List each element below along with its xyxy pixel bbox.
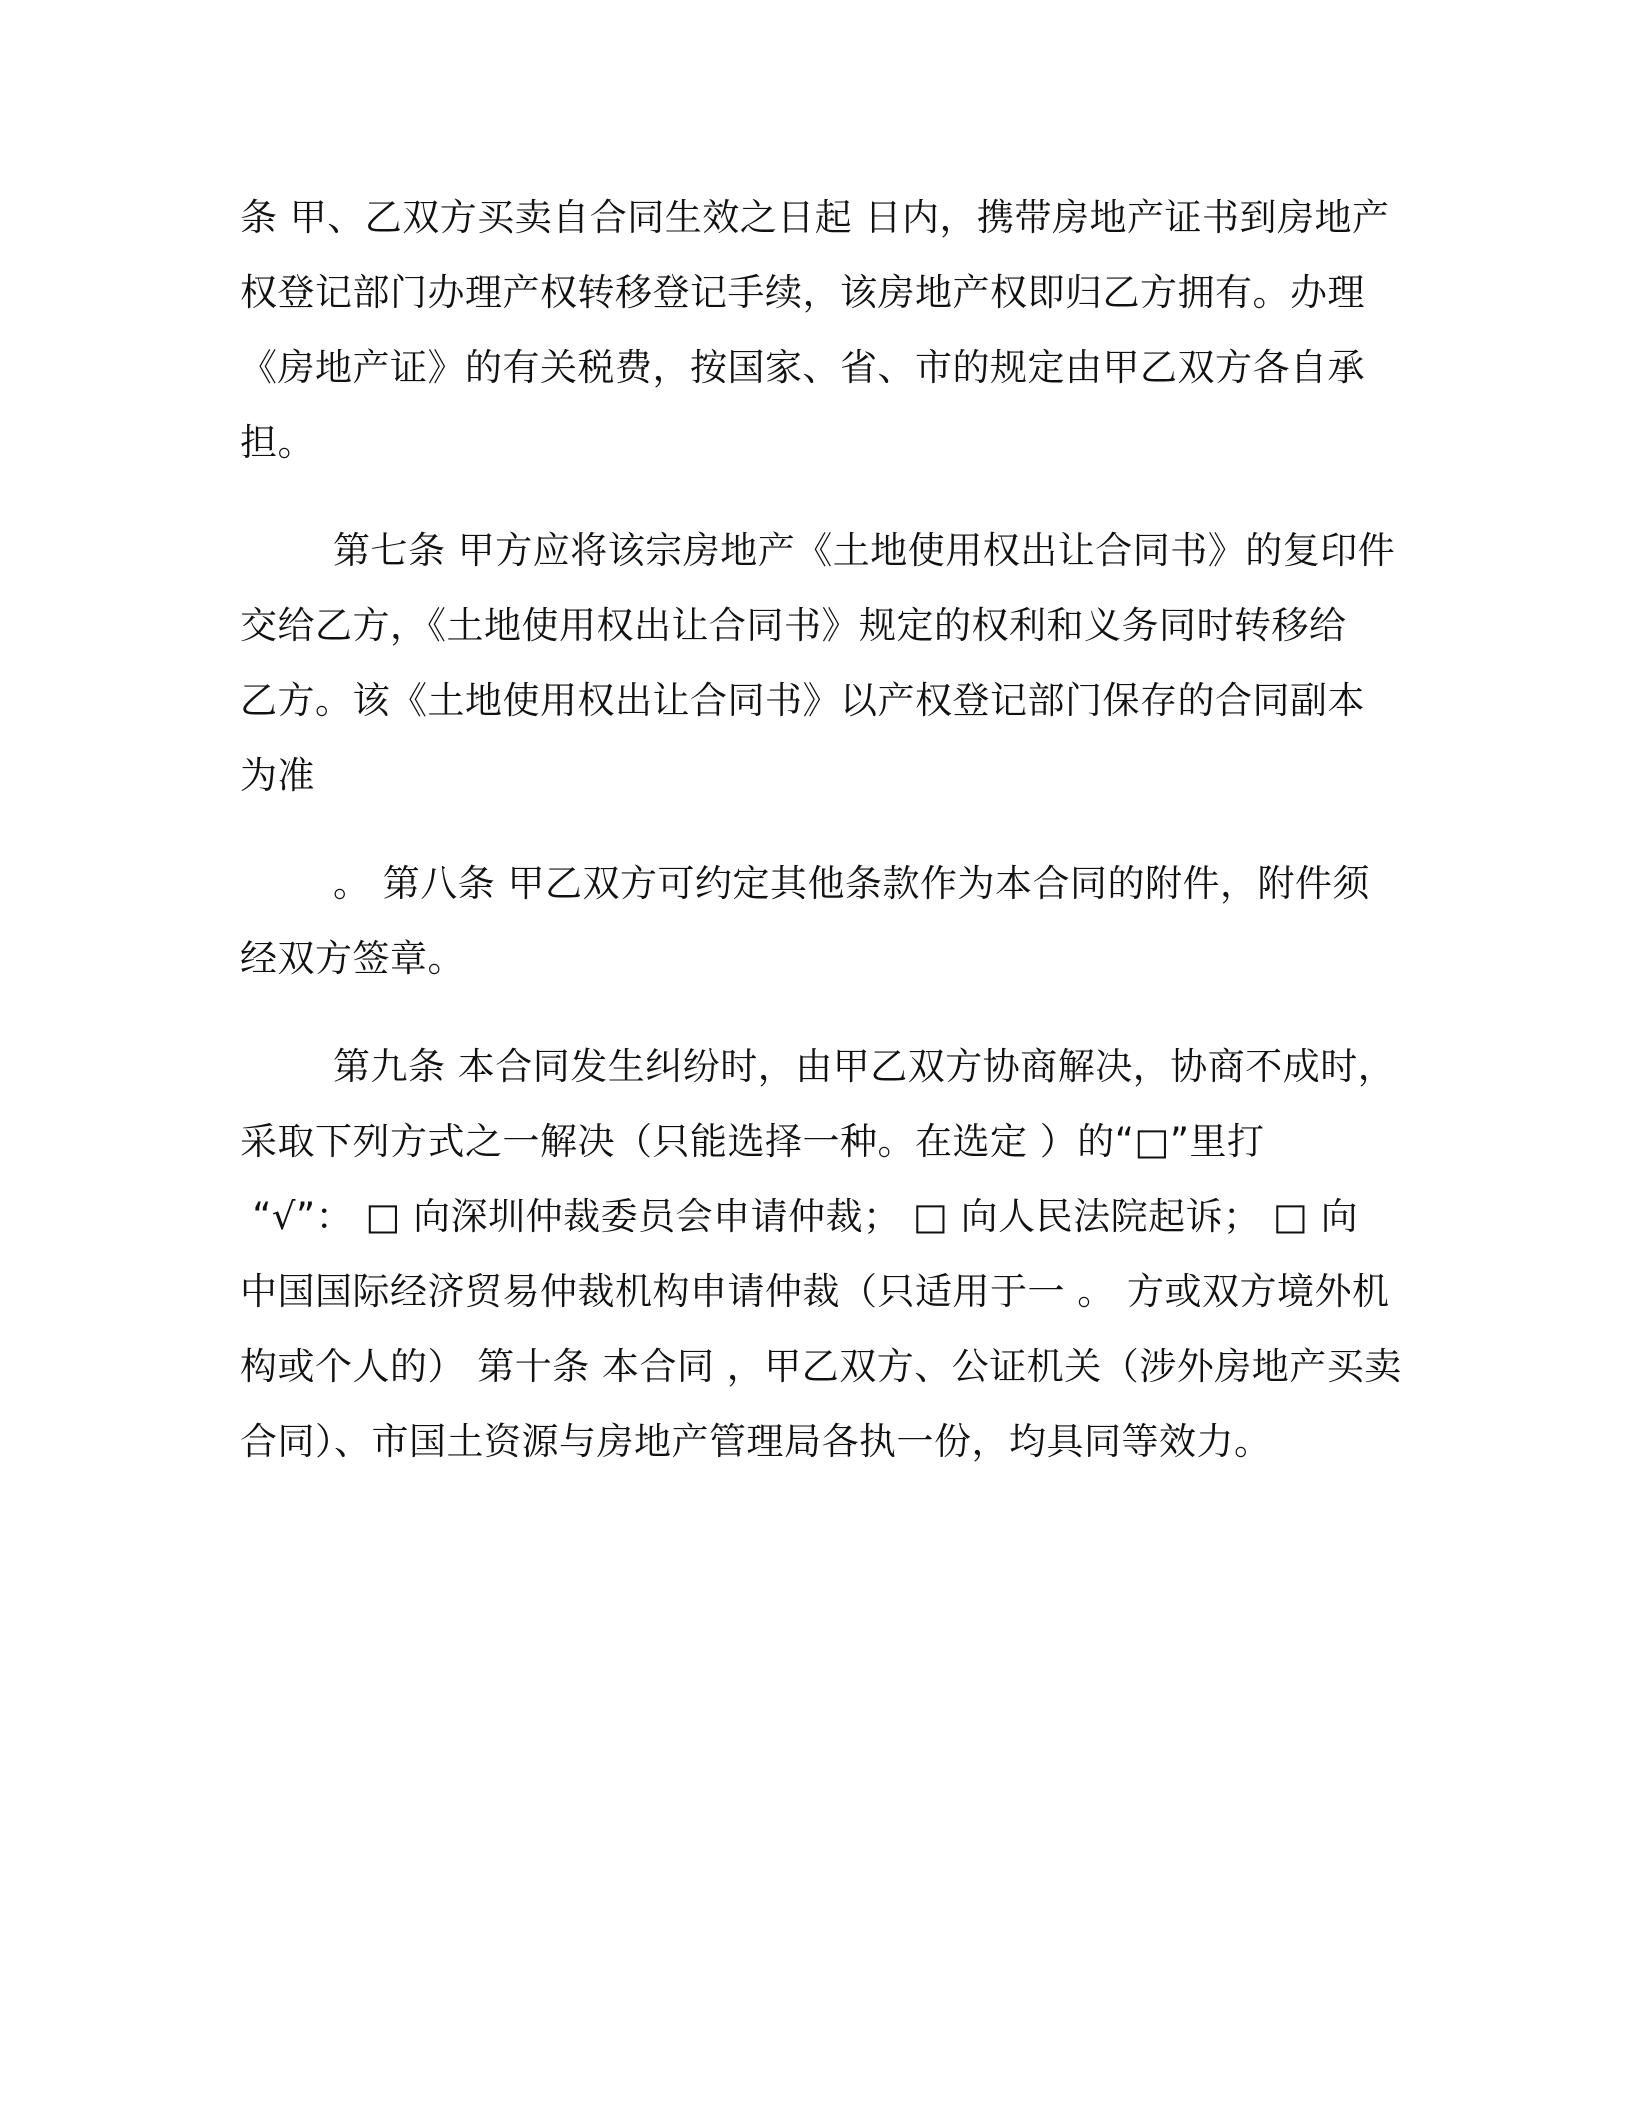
paragraph-3-line-2: 经双方签章。 <box>240 937 465 980</box>
paragraph-2-line-2: 交给乙方，《土地使用权出让合同书》规定的权利和义务同时转移给 <box>240 604 1347 647</box>
paragraph-2-line-4: 为准 <box>240 754 315 797</box>
paragraph-1-line-1: 条 甲、乙双方买卖自合同生效之日起 日内，携带房地产证书到房地产 <box>240 196 1390 239</box>
paragraph-4-line-4: 中国国际经济贸易仲裁机构申请仲裁（只适用于一 。 方或双方境外机 <box>240 1270 1390 1313</box>
paragraph-1-line-2: 权登记部门办理产权转移登记手续，该房地产权即归乙方拥有。办理 <box>240 271 1365 314</box>
paragraph-4-line-6: 合同）、市国土资源与房地产管理局各执一份，均具同等效力。 <box>240 1420 1272 1463</box>
paragraph-3-line-1: 。 第八条 甲乙双方可约定其他条款作为本合同的附件，附件须 <box>333 862 1371 905</box>
paragraph-4-line-5: 构或个人的） 第十条 本合同 ，甲乙双方、公证机关（涉外房地产买卖 <box>240 1345 1402 1388</box>
paragraph-4-line-3: “√”： □ 向深圳仲裁委员会申请仲裁； □ 向人民法院起诉； □ 向 <box>240 1195 1359 1238</box>
paragraph-4-line-1: 第九条 本合同发生纠纷时，由甲乙双方协商解决，协商不成时， <box>333 1045 1396 1088</box>
paragraph-2-line-3: 乙方。该《土地使用权出让合同书》以产权登记部门保存的合同副本 <box>240 679 1365 722</box>
paragraph-2-line-1: 第七条 甲方应将该宗房地产《土地使用权出让合同书》的复印件 <box>333 529 1396 572</box>
paragraph-4-line-2: 采取下列方式之一解决（只能选择一种。在选定 ）的“□”里打 <box>240 1120 1265 1163</box>
paragraph-1-line-4: 担。 <box>240 421 315 464</box>
paragraph-1-line-3: 《房地产证》的有关税费，按国家、省、市的规定由甲乙双方各自承 <box>240 346 1365 389</box>
